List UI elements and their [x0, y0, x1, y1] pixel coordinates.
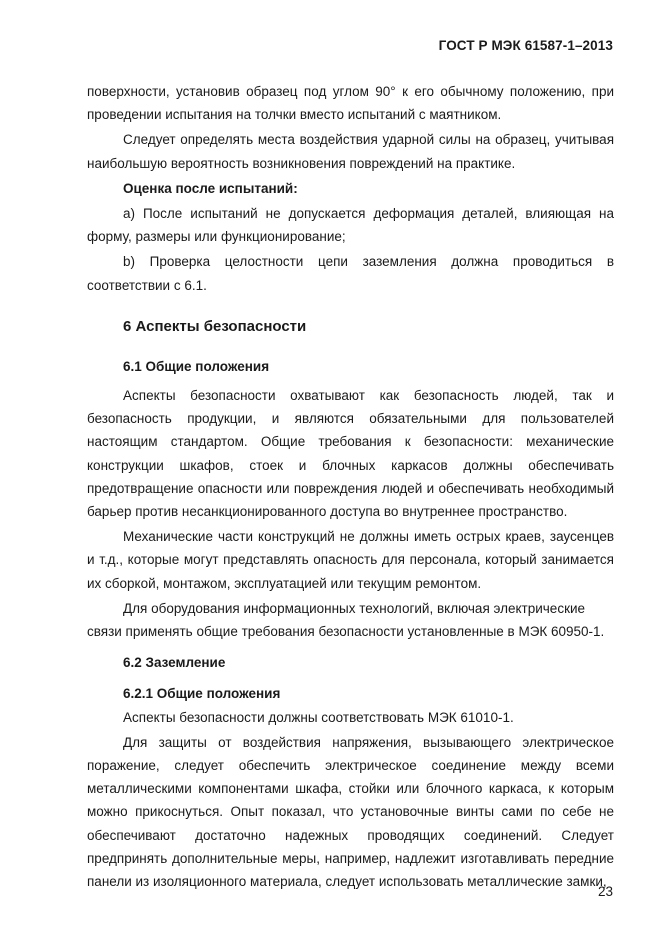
paragraph: поверхности, установив образец под углом 90° к его обычному положению, при проведении испытания на толчки вместо испытаний с маятником. [87, 84, 614, 123]
section-heading: 6 Аспекты безопасности [123, 317, 307, 335]
list-item: b) Проверка целостности цепи заземления должна проводиться в соответствии с 6.1. [87, 254, 614, 293]
subsection-heading: 6.1 Общие положения [123, 358, 270, 374]
paragraph: Аспекты безопасности охватывают как безопасность людей, так и безопасность продукции, и являются обязательными для пользователей настоящим стандартом. Общие требования к безопасности: механические конструкции шкафов, стоек и блочных каркасов должны обеспечивать предотвращение опасности или повреждения людей и обеспечивать необходимый барьер против несанкционированного доступа во внутреннее пространство. [87, 388, 614, 520]
page-number: 23 [597, 884, 613, 899]
paragraph: Аспекты безопасности должны соответствовать МЭК 61010-1. [123, 709, 514, 725]
paragraph: Механические части конструкций не должны иметь острых краев, заусенцев и т.д., которые могут представлять опасность для персонала, который занимается их сборкой, монтажом, эксплуатацией или текущим ремонтом. [87, 529, 614, 591]
paragraph: Следует определять места воздействия ударной силы на образец, учитывая наибольшую вероятность возникновения повреждений на практике. [87, 132, 614, 171]
subheading-evaluation: Оценка после испытаний: [123, 180, 298, 196]
paragraph: связи применять общие требования безопасности установленные в МЭК 60950-1. [87, 624, 605, 640]
document-body [87, 80, 614, 893]
subsection-heading: 6.2.1 Общие положения [123, 686, 281, 702]
paragraph: Для защиты от воздействия напряжения, вызывающего электрическое поражение, следует обеспечить электрическое соединение между всеми металлическими компонентами шкафа, стойки или блочного каркаса, к которым можно прикоснуться. Опыт показал, что установочные винты сами по себе не обеспечивают достаточно надежных проводящих соединений. Следует предпринять дополнительные меры, например, надлежит изготавливать передние панели из изоляционного материала, следует использовать металлические замки, [87, 734, 614, 890]
list-item: а) После испытаний не допускается деформация деталей, влияющая на форму, размеры или функционирование; [87, 206, 614, 245]
document-header: ГОСТ Р МЭК 61587-1–2013 [438, 38, 613, 53]
subsection-heading: 6.2 Заземление [123, 655, 226, 671]
paragraph: Для оборудования информационных технологий, включая электрические [123, 600, 586, 616]
